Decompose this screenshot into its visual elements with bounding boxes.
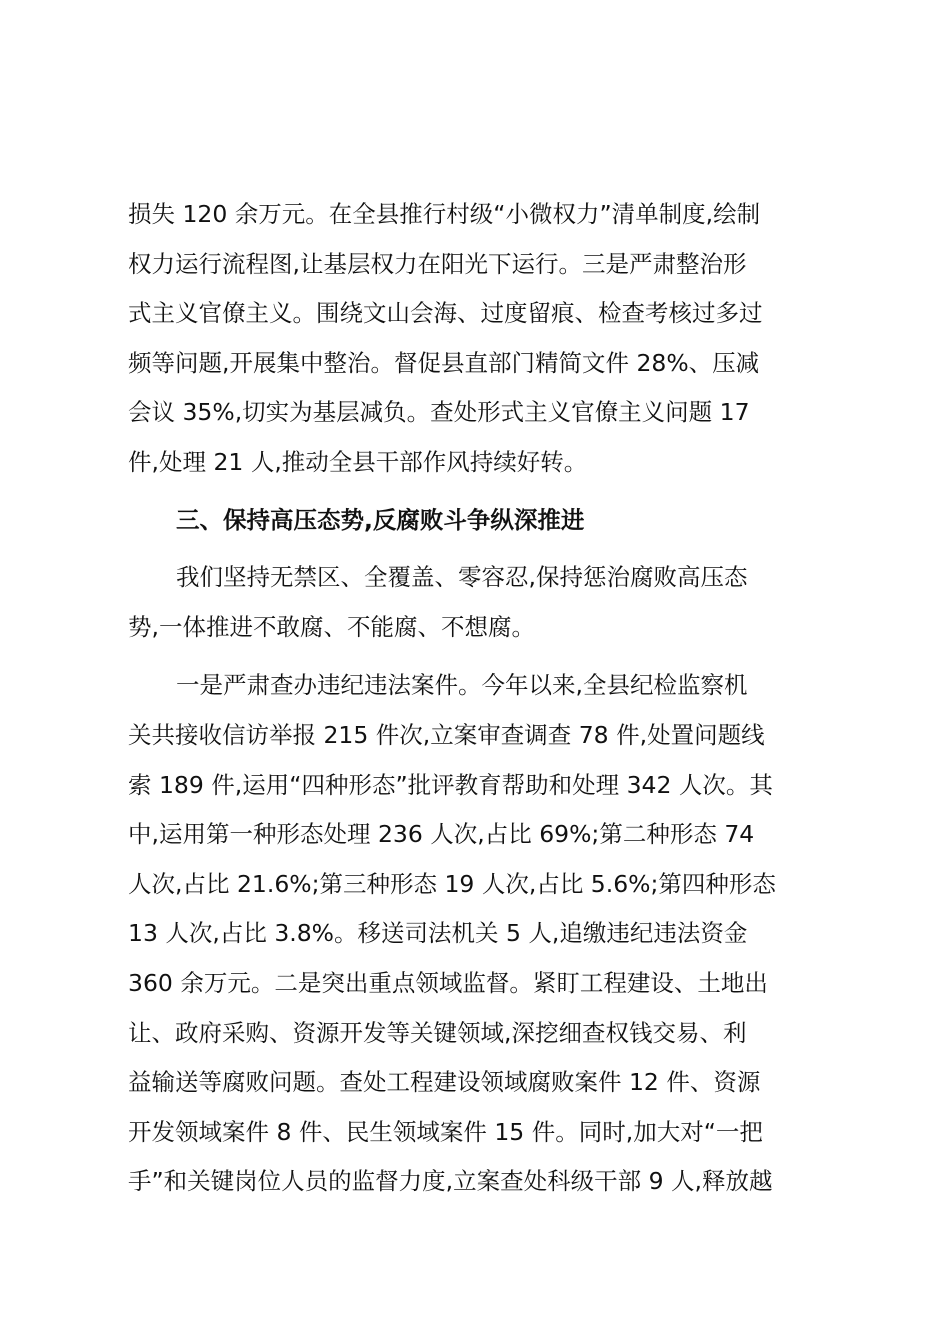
text-line: 360 余万元。二是突出重点领域监督。紧盯工程建设、土地出 — [128, 968, 768, 997]
text-line: 件,处理 21 人,推动全县干部作风持续好转。 — [128, 447, 588, 476]
text-line: 关共接收信访举报 215 件次,立案审查调查 78 件,处置问题线 — [128, 720, 765, 749]
text-line: 会议 35%,切实为基层减负。查处形式主义官僚主义问题 17 — [128, 398, 750, 427]
text-line: 开发领域案件 8 件、民生领域案件 15 件。同时,加大对“一把 — [128, 1117, 763, 1146]
text-line: 让、政府采购、资源开发等关键领域,深挖细查权钱交易、利 — [128, 1018, 747, 1047]
text-line: 索 189 件,运用“四种形态”批评教育帮助和处理 342 人次。其 — [128, 770, 773, 799]
document-page — [128, 190, 822, 1207]
text-line: 益输送等腐败问题。查处工程建设领域腐败案件 12 件、资源 — [128, 1068, 761, 1097]
text-line: 我们坚持无禁区、全覆盖、零容忍,保持惩治腐败高压态 — [176, 563, 748, 592]
text-line: 13 人次,占比 3.8%。移送司法机关 5 人,追缴违纪违法资金 — [128, 919, 748, 948]
text-line: 式主义官僚主义。围绕文山会海、过度留痕、检查考核过多过 — [128, 299, 763, 328]
text-line: 手”和关键岗位人员的监督力度,立案查处科级干部 9 人,释放越 — [128, 1167, 773, 1196]
text-line: 损失 120 余万元。在全县推行村级“小微权力”清单制度,绘制 — [128, 200, 761, 228]
text-line: 频等问题,开展集中整治。督促县直部门精简文件 28%、压减 — [128, 348, 760, 377]
paragraph-cases — [128, 661, 822, 1207]
text-line: 势,一体推进不敢腐、不能腐、不想腐。 — [128, 612, 535, 641]
paragraph-continuation — [128, 190, 822, 488]
text-line: 中,运用第一种形态处理 236 人次,占比 69%;第二种形态 74 — [128, 820, 755, 849]
section-heading: 三、保持高压态势,反腐败斗争纵深推进 — [176, 505, 585, 534]
text-line: 权力运行流程图,让基层权力在阳光下运行。三是严肃整治形 — [128, 249, 747, 278]
paragraph-intro — [128, 553, 822, 652]
text-line: 一是严肃查办违纪违法案件。今年以来,全县纪检监察机 — [176, 671, 748, 700]
text-line: 人次,占比 21.6%;第三种形态 19 人次,占比 5.6%;第四种形态 — [128, 869, 776, 898]
